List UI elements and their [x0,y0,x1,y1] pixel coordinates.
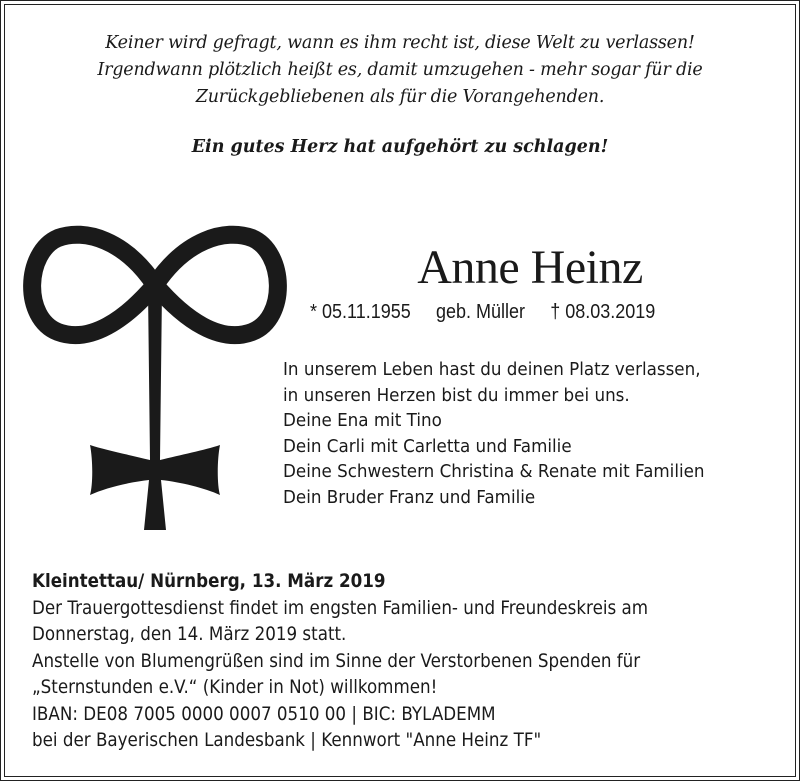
notice-line: „Sternstunden e.V.“ (Kinder in Not) willkommen! [32,676,438,698]
birth-date: * 05.11.1955 [310,301,411,323]
family-list [283,357,705,511]
family-line: Dein Carli mit Carletta und Familie [283,435,572,457]
family-line: Deine Ena mit Tino [283,410,442,432]
family-line: Dein Bruder Franz und Familie [283,486,536,508]
motto: Ein gutes Herz hat aufgehört zu schlagen! [191,137,609,157]
family-line: in unseren Herzen bist du immer bei uns. [283,384,630,406]
opening-quote [0,30,800,111]
quote-line: Zurückgebliebenen als für die Vorangehenden. [195,87,605,107]
quote-line: Keiner wird gefragt, wann es ihm recht ist, diese Welt zu verlassen! [105,33,695,53]
notice-line: Anstelle von Blumengrüßen sind im Sinne der Verstorbenen Spenden für [32,649,641,672]
infinity-cross-icon [20,220,290,535]
iban-line: IBAN: DE08 7005 0000 0007 0510 00 | BIC: BYLADEMM [32,702,496,725]
maiden-name: geb. Müller [435,301,526,323]
notice-line: Der Trauergottesdienst findet im engsten Familien- und Freundeskreis am [32,596,649,619]
bank-line: bei der Bayerischen Landesbank | Kennwort "Anne Heinz TF" [32,729,542,751]
notice-line: Donnerstag, den 14. März 2019 statt. [32,623,347,645]
family-line: In unserem Leben hast du deinen Platz verlassen, [283,359,701,380]
death-date: † 08.03.2019 [550,301,656,323]
family-line: Deine Schwestern Christina & Renate mit Familien [283,461,705,483]
service-notice [32,568,648,754]
quote-line: Irgendwann plötzlich heißt es, damit umzugehen - mehr sogar für die [97,60,703,80]
deceased-name: Anne Heinz [417,241,643,294]
life-dates [310,301,681,324]
place-date: Kleintettau/ Nürnberg, 13. März 2019 [32,570,386,592]
